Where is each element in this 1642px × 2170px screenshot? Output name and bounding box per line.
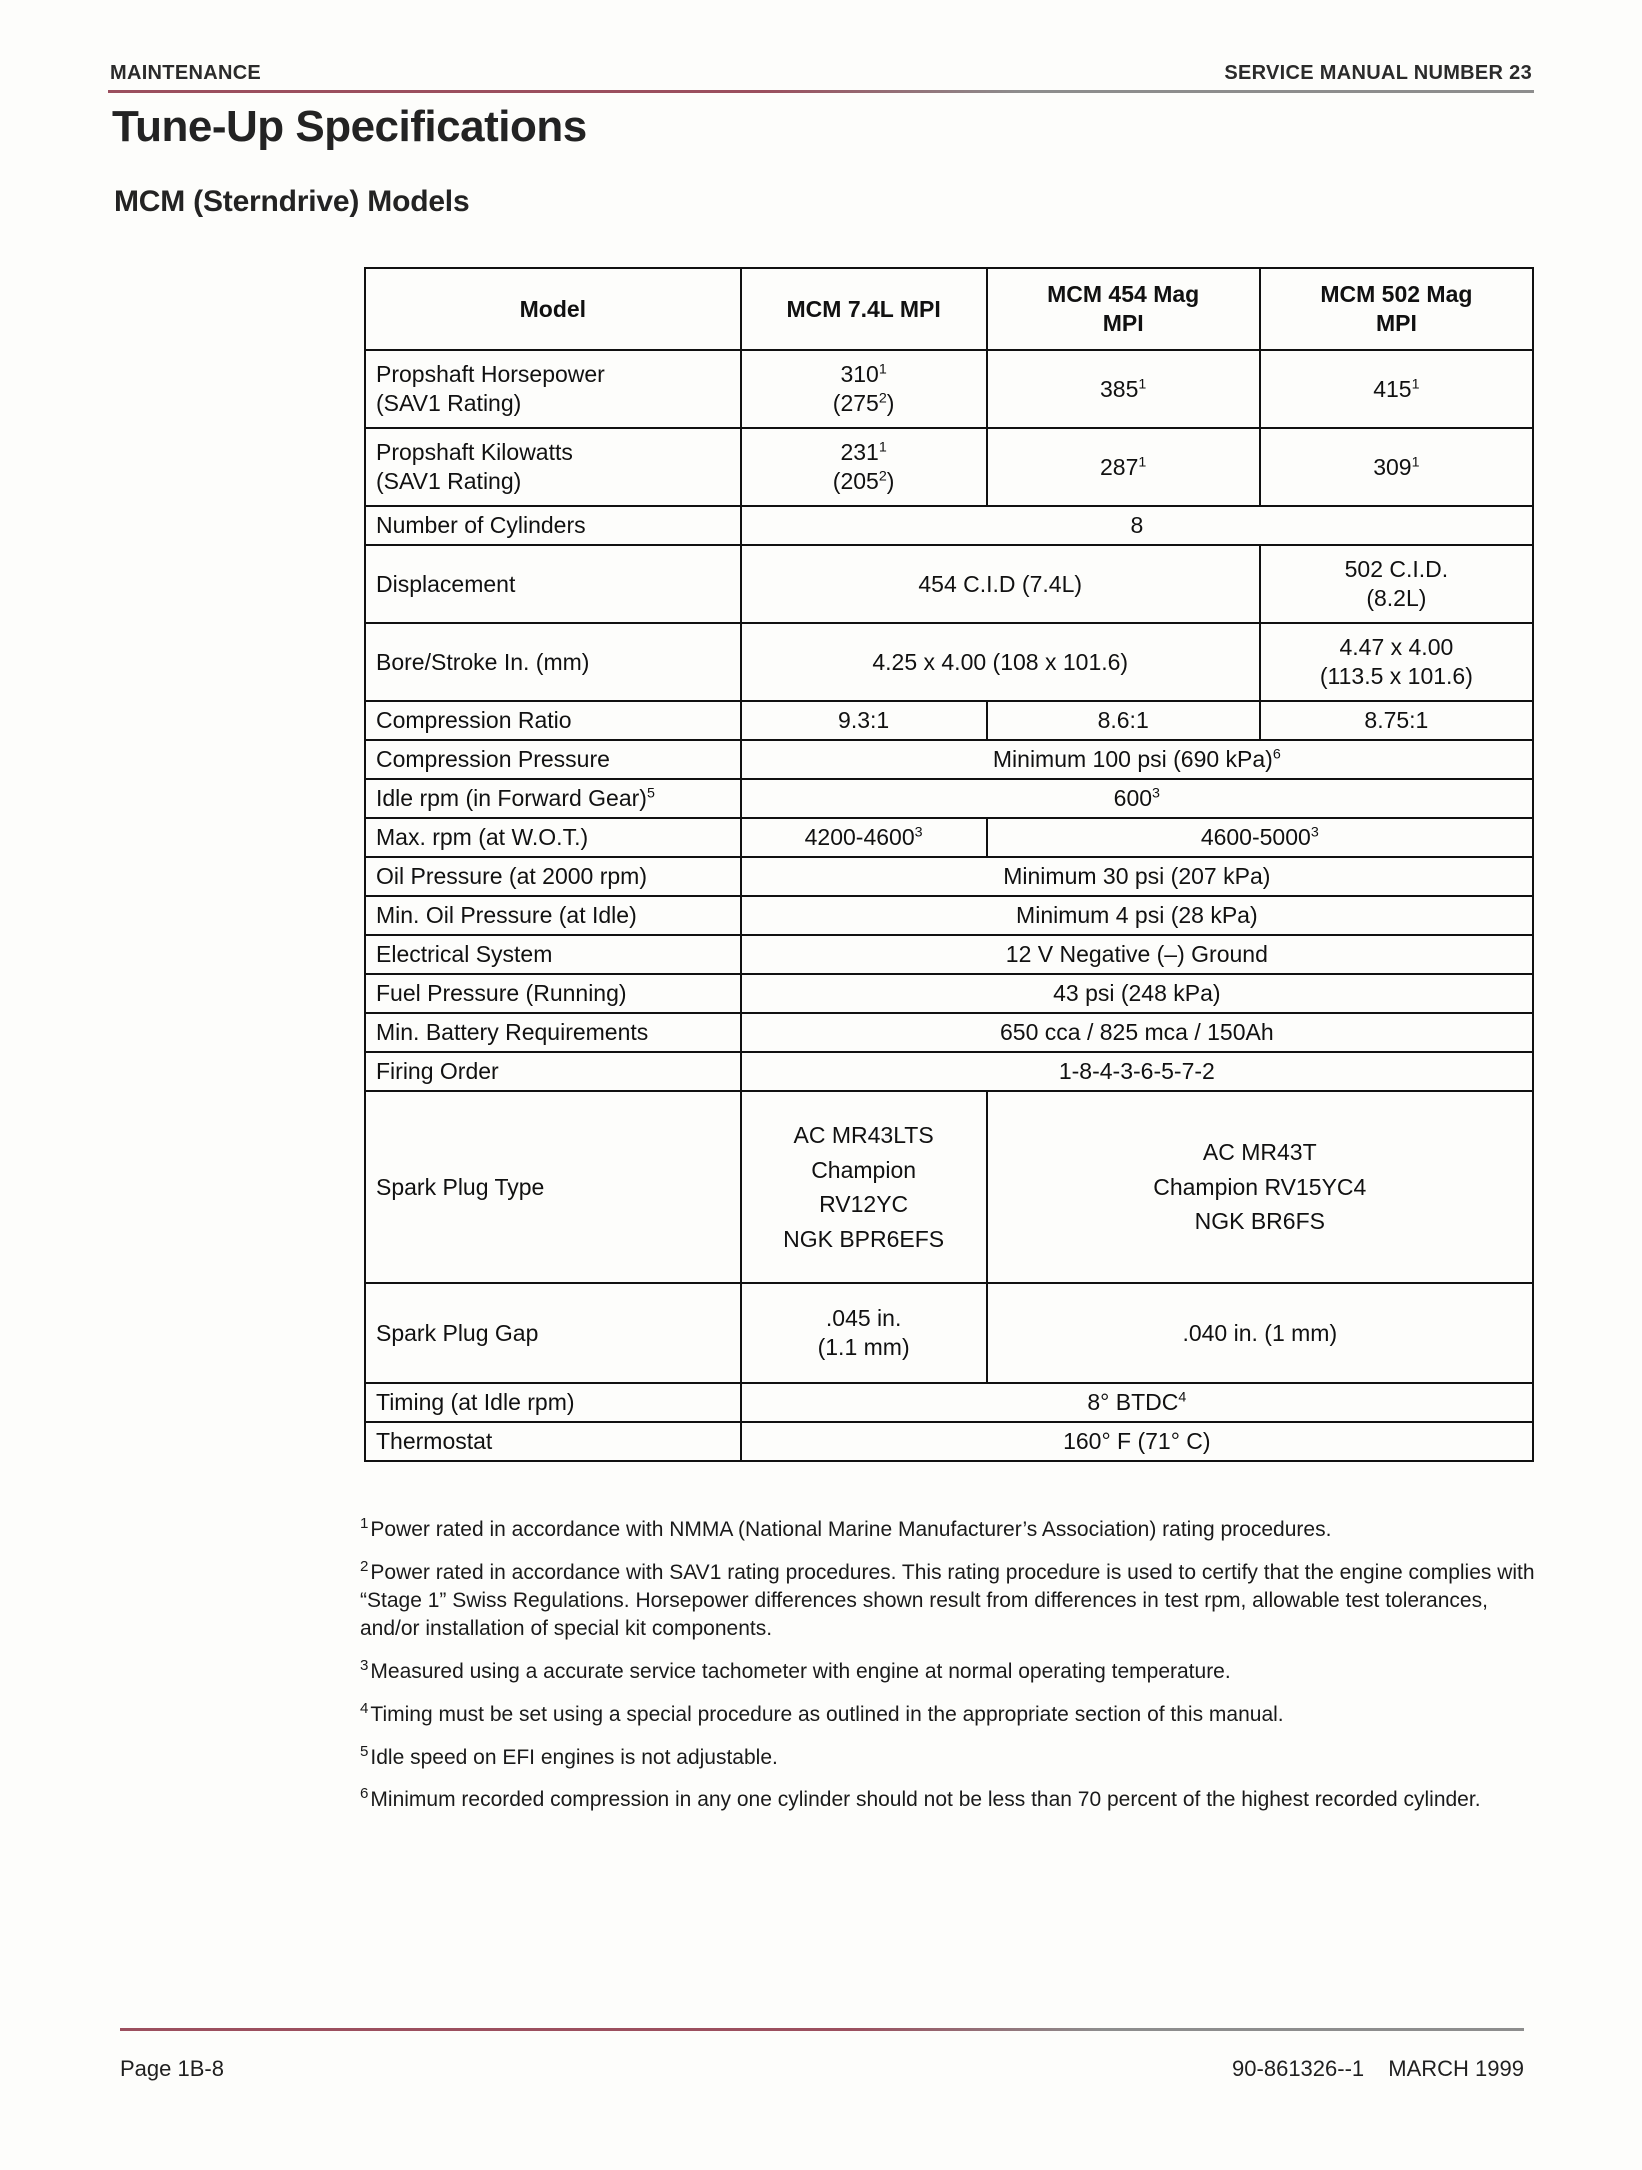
table-row <box>365 506 1533 545</box>
page-title: Tune-Up Specifications <box>112 102 587 151</box>
cell-compression-ratio-502: 8.75:1 <box>1260 701 1533 740</box>
footnote-marker: 3 <box>914 824 923 841</box>
value: 415 <box>1373 375 1412 402</box>
footer-rule <box>120 2028 1524 2031</box>
value: 385 <box>1100 375 1139 402</box>
column-header-74l: MCM 7.4L MPI <box>741 268 987 350</box>
footnote-text: Minimum recorded compression in any one cylinder should not be less than 70 percent of the highest recorded cylinder. <box>370 1788 1481 1812</box>
label-line1: Propshaft Kilowatts <box>376 439 573 466</box>
column-header-454mag-line2: MPI <box>1102 310 1144 336</box>
column-header-model: Model <box>365 268 741 350</box>
footnote-marker: 3 <box>360 1656 369 1674</box>
label-line2: (SAV1 Rating) <box>376 468 522 494</box>
cell-kilowatts-502 <box>1260 428 1533 506</box>
section-subtitle: MCM (Sterndrive) Models <box>114 185 470 218</box>
column-header-502mag <box>1260 268 1533 350</box>
row-label-thermostat: Thermostat <box>365 1422 741 1461</box>
footnote-text: Idle speed on EFI engines is not adjustable. <box>370 1745 778 1769</box>
row-label-number-of-cylinders: Number of Cylinders <box>365 506 741 545</box>
footnote-marker: 2 <box>360 1557 369 1575</box>
footnote-marker: 2 <box>878 390 887 407</box>
cell-max-rpm-454-502 <box>987 818 1533 857</box>
table-row <box>365 896 1533 935</box>
footer-right <box>1214 2056 1524 2082</box>
footer-date: MARCH 1999 <box>1388 2056 1524 2081</box>
cell-bore-stroke-502 <box>1260 623 1533 701</box>
cell-displacement-74l-454: 454 C.I.D (7.4L) <box>741 545 1260 623</box>
value: 600 <box>1113 785 1153 811</box>
header-left-label: MAINTENANCE <box>110 62 262 84</box>
footnote-item <box>360 1516 1540 1544</box>
footnote-text: Measured using a accurate service tachometer with engine at normal operating temperature. <box>370 1659 1231 1683</box>
page-footer <box>120 2056 1524 2082</box>
row-label-compression-pressure: Compression Pressure <box>365 740 741 779</box>
row-label-bore-stroke: Bore/Stroke In. (mm) <box>365 623 741 701</box>
value-line2: Champion <box>811 1156 917 1183</box>
table-row <box>365 818 1533 857</box>
value-line3: RV12YC <box>819 1191 909 1217</box>
cell-oil-pressure: Minimum 30 psi (207 kPa) <box>741 857 1533 896</box>
table-header-row <box>365 268 1533 350</box>
table-row <box>365 428 1533 506</box>
column-header-454mag <box>987 268 1260 350</box>
table-row <box>365 350 1533 428</box>
row-label-battery: Min. Battery Requirements <box>365 1013 741 1052</box>
value-line4: NGK BPR6EFS <box>783 1225 945 1252</box>
footnote-item <box>360 1559 1540 1643</box>
value-alt-tail: ) <box>886 390 895 416</box>
value-line3: NGK BR6FS <box>1194 1208 1325 1235</box>
cell-horsepower-502 <box>1260 350 1533 428</box>
footnote-item <box>360 1658 1540 1686</box>
value-line1: 4.47 x 4.00 <box>1339 634 1454 661</box>
value-line2: (113.5 x 101.6) <box>1319 663 1473 689</box>
footnote-marker: 6 <box>1272 746 1281 763</box>
footer-page-number: Page 1B-8 <box>120 2056 224 2081</box>
cell-bore-stroke-74l-454: 4.25 x 4.00 (108 x 101.6) <box>741 623 1260 701</box>
table-row <box>365 740 1533 779</box>
value-line2: (1.1 mm) <box>817 1334 910 1360</box>
row-label-min-oil-pressure: Min. Oil Pressure (at Idle) <box>365 896 741 935</box>
row-label-propshaft-horsepower <box>365 350 741 428</box>
cell-thermostat: 160° F (71° C) <box>741 1422 1533 1461</box>
value-alt-tail: ) <box>886 468 895 494</box>
value-line2: (8.2L) <box>1366 585 1427 611</box>
footnotes-list <box>360 1516 1540 1829</box>
value: 309 <box>1373 453 1412 480</box>
row-label-max-rpm: Max. rpm (at W.O.T.) <box>365 818 741 857</box>
row-label-spark-plug-gap: Spark Plug Gap <box>365 1283 741 1383</box>
value-line1: AC MR43T <box>1202 1139 1317 1166</box>
table-row <box>365 1052 1533 1091</box>
footnote-marker: 6 <box>360 1785 369 1803</box>
row-label-timing: Timing (at Idle rpm) <box>365 1383 741 1422</box>
label-text: Idle rpm (in Forward Gear) <box>376 785 647 811</box>
footnote-marker: 1 <box>1138 453 1147 470</box>
row-label-firing-order: Firing Order <box>365 1052 741 1091</box>
cell-displacement-502 <box>1260 545 1533 623</box>
value: 4600-5000 <box>1200 824 1311 850</box>
footnote-item <box>360 1701 1540 1729</box>
value-line1: .045 in. <box>825 1305 902 1332</box>
footnote-marker: 4 <box>1178 1389 1187 1406</box>
value: 310 <box>840 361 879 388</box>
page-header <box>110 62 1532 85</box>
table-row <box>365 857 1533 896</box>
table-row <box>365 935 1533 974</box>
value-line1: AC MR43LTS <box>793 1122 934 1148</box>
cell-fuel-pressure: 43 psi (248 kPa) <box>741 974 1533 1013</box>
header-right-label: SERVICE MANUAL NUMBER 23 <box>1224 62 1532 84</box>
cell-compression-pressure <box>741 740 1533 779</box>
row-label-displacement: Displacement <box>365 545 741 623</box>
row-label-fuel-pressure: Fuel Pressure (Running) <box>365 974 741 1013</box>
cell-spark-plug-type-74l <box>741 1091 987 1283</box>
footnote-marker: 5 <box>360 1742 369 1760</box>
cell-spark-plug-gap-74l <box>741 1283 987 1383</box>
cell-spark-plug-type-454-502 <box>987 1091 1533 1283</box>
footnote-marker: 2 <box>878 468 887 485</box>
column-header-454mag-line1: MCM 454 Mag <box>1047 281 1200 308</box>
table-row <box>365 1013 1533 1052</box>
value-line1: 502 C.I.D. <box>1344 556 1449 583</box>
footnote-marker: 1 <box>360 1515 369 1532</box>
value: 287 <box>1100 453 1139 480</box>
cell-kilowatts-74l <box>741 428 987 506</box>
cell-compression-ratio-454: 8.6:1 <box>987 701 1260 740</box>
row-label-oil-pressure: Oil Pressure (at 2000 rpm) <box>365 857 741 896</box>
row-label-propshaft-kilowatts <box>365 428 741 506</box>
row-label-spark-plug-type: Spark Plug Type <box>365 1091 741 1283</box>
tune-up-specifications-table <box>364 267 1534 1462</box>
cell-kilowatts-454 <box>987 428 1260 506</box>
cell-max-rpm-74l <box>741 818 987 857</box>
value: 231 <box>840 439 879 466</box>
table-row <box>365 1283 1533 1383</box>
footnote-marker: 1 <box>1411 375 1420 392</box>
value-alt: (205 <box>832 468 879 494</box>
row-label-electrical-system: Electrical System <box>365 935 741 974</box>
footnote-marker: 3 <box>1152 785 1160 802</box>
footnote-text: Power rated in accordance with SAV1 rating procedures. This rating procedure is used to certify that the engine complies with “Stage 1” Swiss Regulations. Horsepower differences shown result from differences in test rpm, allowable test tolerances, and/or installation of special kit components. <box>360 1560 1535 1640</box>
footer-document-number: 90-861326--1 <box>1232 2056 1365 2081</box>
cell-horsepower-454 <box>987 350 1260 428</box>
column-header-502mag-line1: MCM 502 Mag <box>1320 281 1473 308</box>
header-rule <box>108 90 1534 93</box>
row-label-compression-ratio: Compression Ratio <box>365 701 741 740</box>
value-alt: (275 <box>832 390 879 416</box>
table-row <box>365 974 1533 1013</box>
cell-spark-plug-gap-454-502: .040 in. (1 mm) <box>987 1283 1533 1383</box>
footnote-text: Power rated in accordance with NMMA (National Marine Manufacturer’s Association) rating procedures. <box>370 1518 1332 1541</box>
cell-min-oil-pressure: Minimum 4 psi (28 kPa) <box>741 896 1533 935</box>
value: 4200-4600 <box>804 824 915 850</box>
row-label-idle-rpm <box>365 779 741 818</box>
table-row <box>365 1091 1533 1283</box>
value: 8° BTDC <box>1087 1389 1179 1415</box>
table-row <box>365 623 1533 701</box>
footnote-marker: 5 <box>646 785 655 802</box>
label-line1: Propshaft Horsepower <box>376 361 605 388</box>
cell-number-of-cylinders: 8 <box>741 506 1533 545</box>
cell-electrical-system: 12 V Negative (–) Ground <box>741 935 1533 974</box>
table-row <box>365 1422 1533 1461</box>
footnote-marker: 1 <box>878 361 887 378</box>
footnote-marker: 4 <box>360 1699 369 1717</box>
footnote-text: Timing must be set using a special procedure as outlined in the appropriate section of this manual. <box>370 1702 1284 1726</box>
cell-compression-ratio-74l: 9.3:1 <box>741 701 987 740</box>
table-row <box>365 1383 1533 1422</box>
footnote-item <box>360 1786 1540 1814</box>
footnote-marker: 1 <box>1411 453 1420 470</box>
cell-firing-order: 1-8-4-3-6-5-7-2 <box>741 1052 1533 1091</box>
cell-timing <box>741 1383 1533 1422</box>
footnote-marker: 1 <box>878 439 887 456</box>
cell-horsepower-74l <box>741 350 987 428</box>
value-line2: Champion RV15YC4 <box>1153 1173 1367 1200</box>
column-header-502mag-line2: MPI <box>1375 310 1417 336</box>
label-line2: (SAV1 Rating) <box>376 390 522 416</box>
cell-idle-rpm <box>741 779 1533 818</box>
cell-battery: 650 cca / 825 mca / 150Ah <box>741 1013 1533 1052</box>
table-row <box>365 701 1533 740</box>
value: Minimum 100 psi (690 kPa) <box>992 746 1273 772</box>
footnote-marker: 3 <box>1310 824 1319 841</box>
table-row <box>365 545 1533 623</box>
table-row <box>365 779 1533 818</box>
footnote-marker: 1 <box>1138 375 1147 392</box>
footnote-item <box>360 1744 1540 1772</box>
